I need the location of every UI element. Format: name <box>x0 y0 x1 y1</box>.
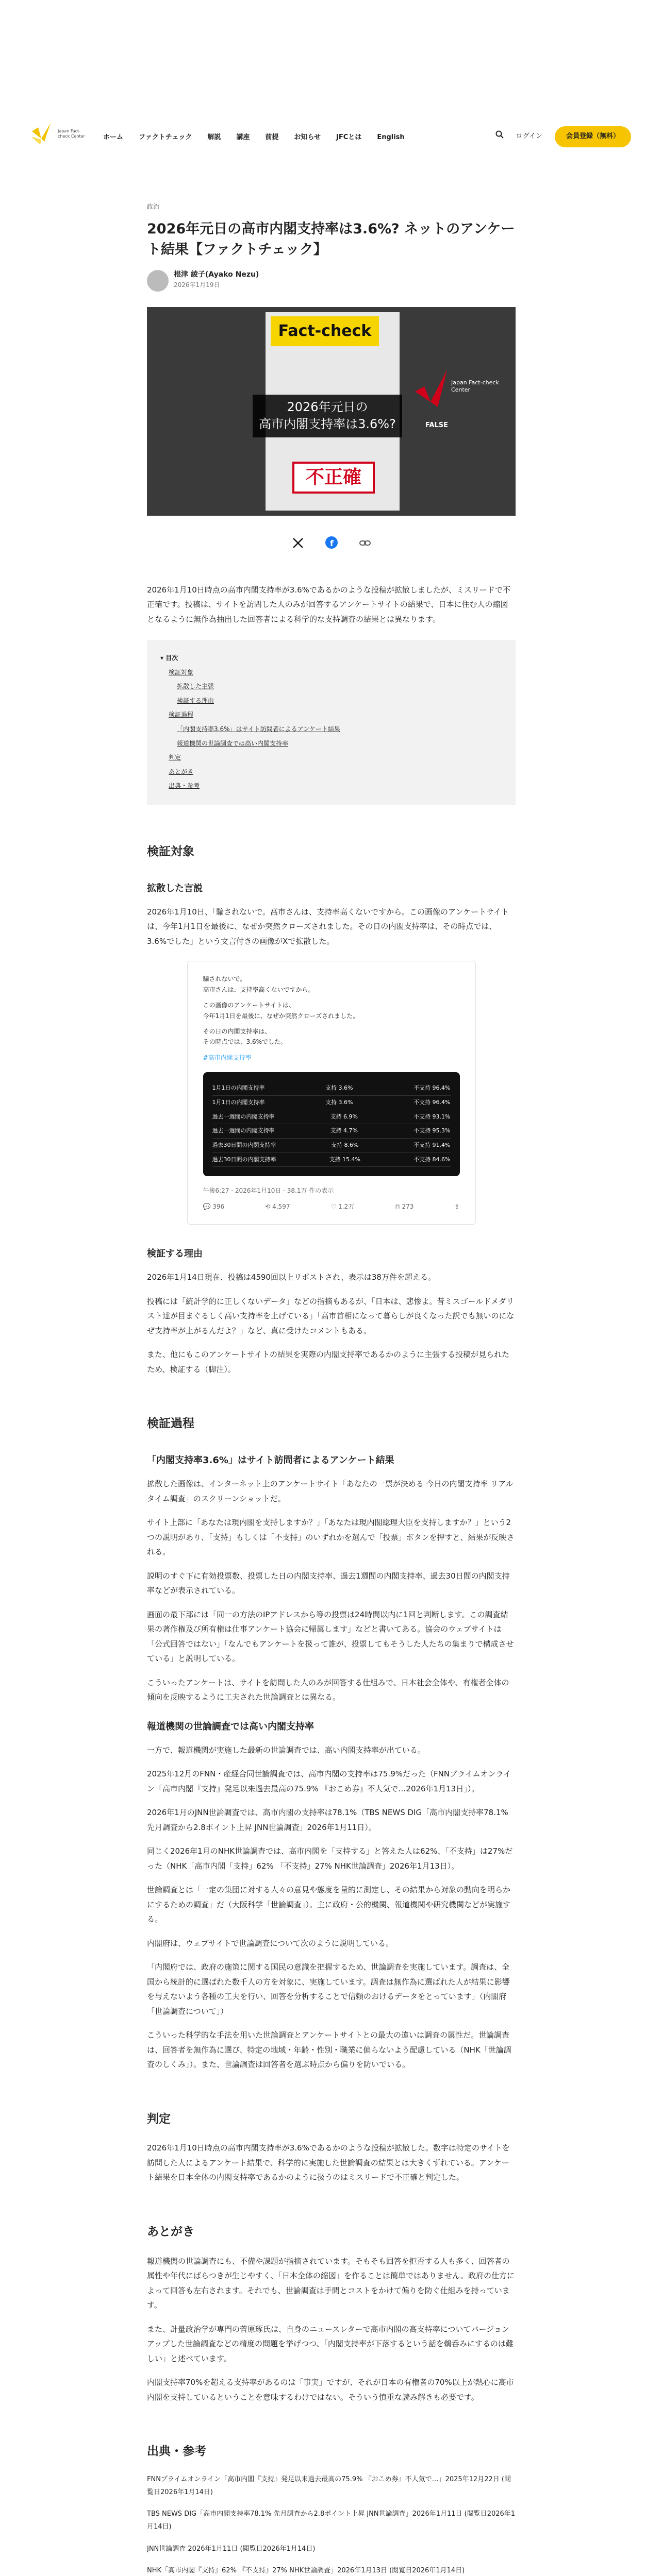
paragraph: 報道機関の世論調査にも、不備や課題が指摘されています。そもそも回答を拒否する人も多く、回答者の属性や年代にばらつきが生じやすく、「日本全体の縮図」を作ることは簡単ではありません。政府の仕方によって回答も左右されます。それでも、世論調査は手間とコストをかけて偏りを防ぐ仕組みを持っています。 <box>147 2256 515 2310</box>
reference-item[interactable]: TBS NEWS DIG「高市内閣支持率78.1% 先月調査から2.8ポイント上昇 JNN世論調査」2026年1月11日 (閲覧日2026年1月14日) <box>147 2510 516 2531</box>
site-logo[interactable] <box>30 121 89 147</box>
paragraph: 2025年12月のFNN・産経合同世論調査では、高市内閣の支持率は75.9%だった（FNNプライムオンライン「高市内閣『支持』発足以来過去最高の75.9% 『おこめ券』不人気で…2026年1月13日」）。 <box>147 1769 511 1793</box>
subsection-heading: 「内閣支持率3.6%」はサイト訪問者によるアンケート結果 <box>147 1454 394 1466</box>
share-buttons <box>147 535 516 557</box>
post-meta: 午後6:27 · 2026年1月10日 · 38.1万 件の表示 <box>203 1187 334 1195</box>
hero-line-1: 2026年元日の <box>287 399 368 414</box>
post-actions <box>203 1201 460 1212</box>
nav-home[interactable]: ホーム <box>103 133 124 141</box>
byline <box>147 270 516 292</box>
post-text: その日の内閣支持率は、 <box>203 1027 271 1035</box>
subsection-heading: 検証する理由 <box>147 1248 203 1260</box>
paragraph: 投稿には「統計学的に正しくないデータ」などの指摘もあるが、「日本は、悲惨よ。昔ミスゴールドメダリスト達が目まぐるしく高い支持率を上げている」「高市首相になって暮らしが良くなった訳でも無いのになぜ支持率が上がるんだよ？」など、真に受けたコメントもある。 <box>147 1296 515 1335</box>
paragraph: 「内閣府では、政府の施策に関する国民の意識を把握するため、世論調査を実施しています。調査は、全国から統計的に選ばれた数千人の方を対象に、実施しています。調査は無作為に選ばれた人が結果に影響を与えないよう各種の工夫を行い、回答を分析することで信頼のおけるデータをとっています」（内閣府「世論調査について」） <box>147 1962 510 2016</box>
link-copy-icon[interactable] <box>359 535 371 557</box>
toc-item[interactable]: 「内閣支持率3.6%」はサイト訪問者によるアンケート結果 <box>177 725 340 733</box>
join-button[interactable]: 会員登録（無料） <box>555 126 631 147</box>
main-nav <box>103 131 405 144</box>
nav-english[interactable]: English <box>377 133 405 141</box>
nav-explainer[interactable]: 解説 <box>207 133 221 141</box>
svg-text:f: f <box>329 538 334 548</box>
subsection-heading: 報道機関の世論調査では高い内閣支持率 <box>147 1721 314 1732</box>
nav-premise[interactable]: 前提 <box>265 133 279 141</box>
paragraph: 画面の最下部には「同一の方法のIPアドレスから等の投票は24時間以内に1回と判断します。この調査結果の著作権及び所有権は仕事アンケート協会に帰属します」などと書いてある。協会のウェブサイトは「公式回答ではない」「なんでもアンケートを扱って誰が、投票してもそうした人たちの集まりで構成させている」と説明している。 <box>147 1609 514 1664</box>
paragraph: 2026年1月10日時点の高市内閣支持率が3.6%であるかのような投稿が拡散した。数字は特定のサイトを訪問した人によるアンケート結果で、科学的に実施した世論調査の結果とは大きくずれている。アンケート結果を日本全体の内閣支持率であるかのように扱うのはミスリードで不正確と判定した。 <box>147 2143 510 2182</box>
section-verification <box>147 1413 516 2072</box>
embedded-post[interactable] <box>187 961 476 1225</box>
paragraph: 拡散した画像は、インターネット上のアンケートサイト「あなたの一票が決める 今日の内閣支持率 リアルタイム調査」のスクリーンショットだ。 <box>147 1479 514 1503</box>
toc-item[interactable]: 検証する理由 <box>177 697 214 704</box>
paragraph: こういった科学的な手法を用いた世論調査とアンケートサイトとの最大の違いは調査の属性だ。世論調査は、回答者を無作為に選び、特定の地域・年齢・性別・職業に偏らないよう配慮している（NHK「世論調査のしくみ」）。また、世論調査は回答者を選ぶ時点から偏りを防いでいる。 <box>147 2030 511 2070</box>
section-references <box>147 2441 516 2576</box>
reference-item[interactable]: JNN世論調査 2026年1月11日 (閲覧日2026年1月14日) <box>147 2545 316 2553</box>
hero-false-label: FALSE <box>425 421 448 429</box>
bookmark-icon[interactable]: ⊓ 273 <box>395 1202 414 1210</box>
post-text: 騙されないで。 <box>203 975 246 983</box>
x-share-icon[interactable] <box>292 535 304 557</box>
repost-icon[interactable]: ⟲ 4,597 <box>265 1202 290 1210</box>
reply-icon[interactable]: 💬 396 <box>203 1202 225 1210</box>
avatar[interactable] <box>147 270 169 292</box>
toc-title[interactable]: ▾ 目次 <box>160 654 178 662</box>
poll-row: 過去一週間の内閣支持率 支持 4.7% 不支持 95.3% <box>212 1124 451 1139</box>
poll-row: 1月1日の内閣支持率 支持 3.6% 不支持 96.4% <box>212 1096 451 1110</box>
publish-date: 2026年1月19日 <box>174 281 220 289</box>
verdict-stamp: 不正確 <box>292 462 375 494</box>
logo-text: Japan Fact-check Center <box>58 129 85 139</box>
author-name[interactable]: 根津 綾子(Ayako Nezu) <box>174 270 259 279</box>
hero-brand: Japan Fact-check Center <box>451 379 499 394</box>
paragraph: また、他にもこのアンケートサイトの結果を実際の内閣支持率であるかのように主張する投稿が見られたため、検証する（脚注）。 <box>147 1350 510 1374</box>
section-heading: あとがき <box>147 2225 194 2239</box>
nav-news[interactable]: お知らせ <box>294 133 321 141</box>
reference-item[interactable]: FNNプライムオンライン「高市内閣『支持』発足以来過去最高の75.9% 『おこめ券』不人気で…」2025年12月22日 (閲覧日2026年1月14日) <box>147 2475 511 2496</box>
hero-line-2: 高市内閣支持率は3.6%? <box>259 417 396 432</box>
paragraph: 2026年1月10日、「騙されないで。高市さんは、支持率高くないですから。この画像のアンケートサイトは、今年1月1日を最後に、なぜか突然クローズされました。その日の内閣支持率は、その時点では、3.6%でした」という文言付きの画像がXで拡散した。 <box>147 907 509 946</box>
search-icon[interactable] <box>495 130 504 144</box>
toc-item[interactable]: あとがき <box>169 768 194 775</box>
post-image <box>203 1072 460 1176</box>
paragraph: 内閣支持率70%を超える支持率があるのは「事実」ですが、それが日本の有権者の70%以上が熱心に高市内閣を支持しているということを意味するわけではない。そういう慎重な読み解きも必要です。 <box>147 2378 514 2402</box>
section-afterword <box>147 2221 516 2404</box>
post-text: その時点では、3.6%でした。 <box>203 1038 287 1046</box>
paragraph: 2026年1月のJNN世論調査では、高市内閣の支持率は78.1%（TBS NEWS DIG「高市内閣支持率78.1% 先月調査から2.8ポイント上昇 JNN世論調査」2026年1月11日）。 <box>147 1808 508 1832</box>
paragraph: 世論調査とは「一定の集団に対する人々の意見や態度を量的に測定し、その結果から対象の動向を明らかにするための調査」だ（大阪科学「世論調査」）。主に政府・公的機関、報道機関や研究機関などが実施する。 <box>147 1885 511 1924</box>
checkmark-icon <box>415 369 451 420</box>
site-header <box>0 111 662 167</box>
paragraph: 内閣府は、ウェブサイトで世論調査について次のように説明している。 <box>147 1938 394 1948</box>
nav-factcheck[interactable]: ファクトチェック <box>139 133 192 141</box>
table-of-contents <box>147 640 516 805</box>
article <box>147 201 516 2576</box>
intro-paragraph: 2026年1月10日時点の高市内閣支持率が3.6%であるかのような投稿が拡散しましたが、ミスリードで不正確です。投稿は、サイトを訪問した人のみが回答するアンケートサイトの結果で、日本に住む人の縮図となるように無作為抽出した回答者による科学的な支持調査の結果とは異なります。 <box>147 585 510 624</box>
paragraph: また、計量政治学が専門の菅原琢氏は、自身のニュースレターで高市内閣の高支持率についてバージョンアップした世論調査などの精度の問題を挙げつつ、「内閣支持率が下落するという話を鵜呑みにするのは難しい」と述べています。 <box>147 2324 514 2363</box>
hero-headline <box>253 395 402 437</box>
poll-row: 過去一週間の内閣支持率 支持 6.9% 不支持 93.1% <box>212 1110 451 1125</box>
section-heading: 検証過程 <box>147 1417 194 1431</box>
nav-lecture[interactable]: 講座 <box>236 133 250 141</box>
toc-item[interactable]: 報道機関の世論調査では高い内閣支持率 <box>177 739 289 747</box>
post-text: 高市さんは、支持率高くないですから。 <box>203 986 315 993</box>
poll-row: 過去30日間の内閣支持率 支持 15.4% 不支持 84.6% <box>212 1153 451 1167</box>
logo-mark-icon <box>30 121 54 147</box>
post-text: 今年1月1日を最後に、なぜか突然クローズされました。 <box>203 1012 359 1020</box>
poll-row: 過去30日間の内閣支持率 支持 8.6% 不支持 91.4% <box>212 1139 451 1153</box>
toc-item[interactable]: 出典・参考 <box>169 782 200 790</box>
toc-item[interactable]: 判定 <box>169 754 181 761</box>
paragraph: 一方で、報道機関が実施した最新の世論調査では、高い内閣支持率が出ている。 <box>147 1745 425 1755</box>
header-actions <box>495 126 631 147</box>
section-heading: 判定 <box>147 2112 171 2126</box>
paragraph: 同じく2026年1月のNHK世論調査では、高市内閣を「支持する」と答えた人は62%、「不支持」は27%だった（NHK「高市内閣「支持」62% 「不支持」27% NHK世論調査」2026年1月13日）。 <box>147 1846 513 1871</box>
article-title: 2026年元日の高市内閣支持率は3.6%? ネットのアンケート結果【ファクトチェック】 <box>147 221 515 258</box>
section-heading: 出典・参考 <box>147 2445 206 2459</box>
reference-item[interactable]: NHK「高市内閣『支持』62% 『不支持』27% NHK世論調査」2026年1月13日 (閲覧日2026年1月14日) <box>147 2567 465 2575</box>
paragraph: こういったアンケートは、サイトを訪問した人のみが回答する仕組みで、日本社会全体や、有権者全体の傾向を反映するように工夫された世論調査とは異なる。 <box>147 1677 509 1702</box>
post-text: この画像のアンケートサイトは、 <box>203 1002 295 1009</box>
subsection-heading: 拡散した言説 <box>147 883 203 894</box>
toc-item[interactable]: 検証対象 <box>169 668 194 676</box>
section-verdict <box>147 2108 516 2185</box>
share-icon[interactable]: ⇪ <box>454 1202 460 1210</box>
facebook-share-icon[interactable] <box>325 535 338 557</box>
nav-about[interactable]: JFCとは <box>336 133 362 141</box>
like-icon[interactable]: ♡ 1.2万 <box>330 1202 355 1210</box>
hero-image <box>147 307 516 516</box>
login-link[interactable]: ログイン <box>516 132 542 140</box>
paragraph: サイト上部に「あなたは現内閣を支持しますか？」「あなたは現内閣総理大臣を支持しますか？」という2つの説明があり、「支持」もしくは「不支持」のいずれかを選んで「投票」ボタンを押すと、結果が反映される。 <box>147 1518 515 1557</box>
hero-badge: Fact-check <box>271 316 379 346</box>
poll-row: 1月1日の内閣支持率 支持 3.6% 不支持 96.4% <box>212 1081 451 1096</box>
section-heading: 検証対象 <box>147 845 194 859</box>
category-label[interactable]: 政治 <box>147 203 160 210</box>
toc-item[interactable]: 検証過程 <box>169 711 194 719</box>
toc-item[interactable]: 拡散した主張 <box>177 683 214 690</box>
paragraph: 説明のすぐ下に有効投票数、投票した日の内閣支持率、過去1週間の内閣支持率、過去30日間の内閣支持率などが表示されている。 <box>147 1571 510 1596</box>
post-hashtag[interactable]: #高市内閣支持率 <box>203 1054 252 1061</box>
paragraph: 2026年1月14日現在、投稿は4590回以上リポストされ、表示は38万件を超える。 <box>147 1273 436 1282</box>
